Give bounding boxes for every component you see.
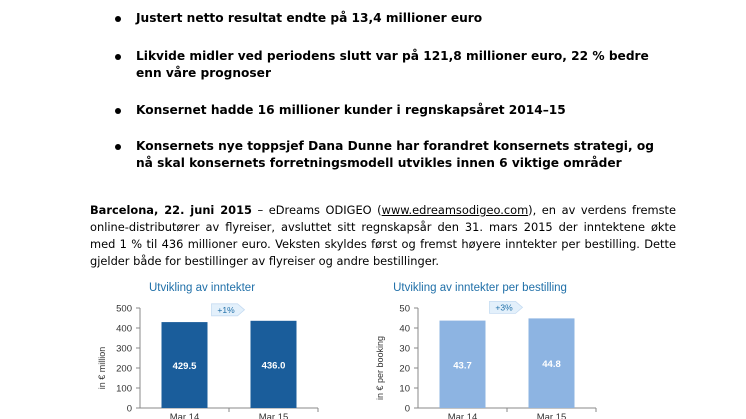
highlight-item [112,48,672,82]
paragraph-text: ), en av verdens fremste online-distributører av flyreiser, avsluttet sitt regnskapsår den 31. mars 2015 der inntektene økte med 1 % til 436 millioner euro. Veksten skyldes først og fremst høyere inntekter per bestilling. Dette gjelder både for bestillinger av flyreiser og andre bestillinger. [90,203,677,268]
chart-title: Utvikling av inntekter [148,282,256,294]
y-tick-label: 100 [116,383,132,395]
revenue-chart [88,275,338,419]
highlight-text: Likvide midler ved periodens slutt var på 121,8 millioner euro, 22 % bedre enn våre prognoser [136,49,649,80]
y-axis-label: in € per booking [375,335,385,401]
highlight-text: Konsernet hadde 16 millioner kunder i regnskapsåret 2014–15 [136,103,566,117]
y-tick-label: 40 [399,323,410,335]
website-link[interactable]: www.edreamsodigeo.com [381,203,529,217]
chart-title: Utvikling av inntekter per bestilling [393,282,567,294]
dateline: Barcelona, 22. juni 2015 [90,203,252,217]
y-axis-label: in € million [97,346,107,390]
data-label: 436.0 [261,360,286,372]
highlight-item [112,138,672,172]
highlight-item [112,102,566,119]
bullet-icon [115,54,121,60]
y-tick-label: 30 [399,343,410,355]
y-tick-label: 300 [116,343,132,355]
bullet-icon [115,108,121,114]
x-tick-label: Mar 15 [258,412,289,419]
x-tick-label: Mar 14 [169,412,200,419]
y-tick-label: 20 [399,363,410,375]
press-paragraph [90,202,676,270]
growth-label: +1% [217,304,235,315]
y-tick-label: 500 [116,303,132,315]
y-tick-label: 0 [404,403,410,415]
highlight-text: Justert netto resultat endte på 13,4 millioner euro [136,11,483,25]
data-label: 43.7 [453,360,472,372]
y-tick-label: 50 [399,303,410,315]
data-label: 429.5 [172,361,197,373]
y-tick-label: 10 [399,383,410,395]
x-tick-label: Mar 15 [536,412,567,419]
highlight-text: Konsernets nye toppsjef Dana Dunne har forandret konsernets strategi, og nå skal konsernets forretningsmodell utvikles innen 6 viktige områder [136,139,654,170]
y-tick-label: 200 [116,363,132,375]
highlight-item [112,10,482,27]
y-tick-label: 0 [126,403,132,415]
y-tick-label: 400 [116,323,132,335]
x-tick-label: Mar 14 [447,412,478,419]
data-label: 44.8 [542,359,561,371]
paragraph-text: – eDreams ODIGEO ( [251,203,382,217]
growth-label: +3% [495,302,513,313]
bullet-icon [115,16,121,22]
bullet-icon [115,144,121,150]
revenue-per-booking-chart [366,275,616,419]
